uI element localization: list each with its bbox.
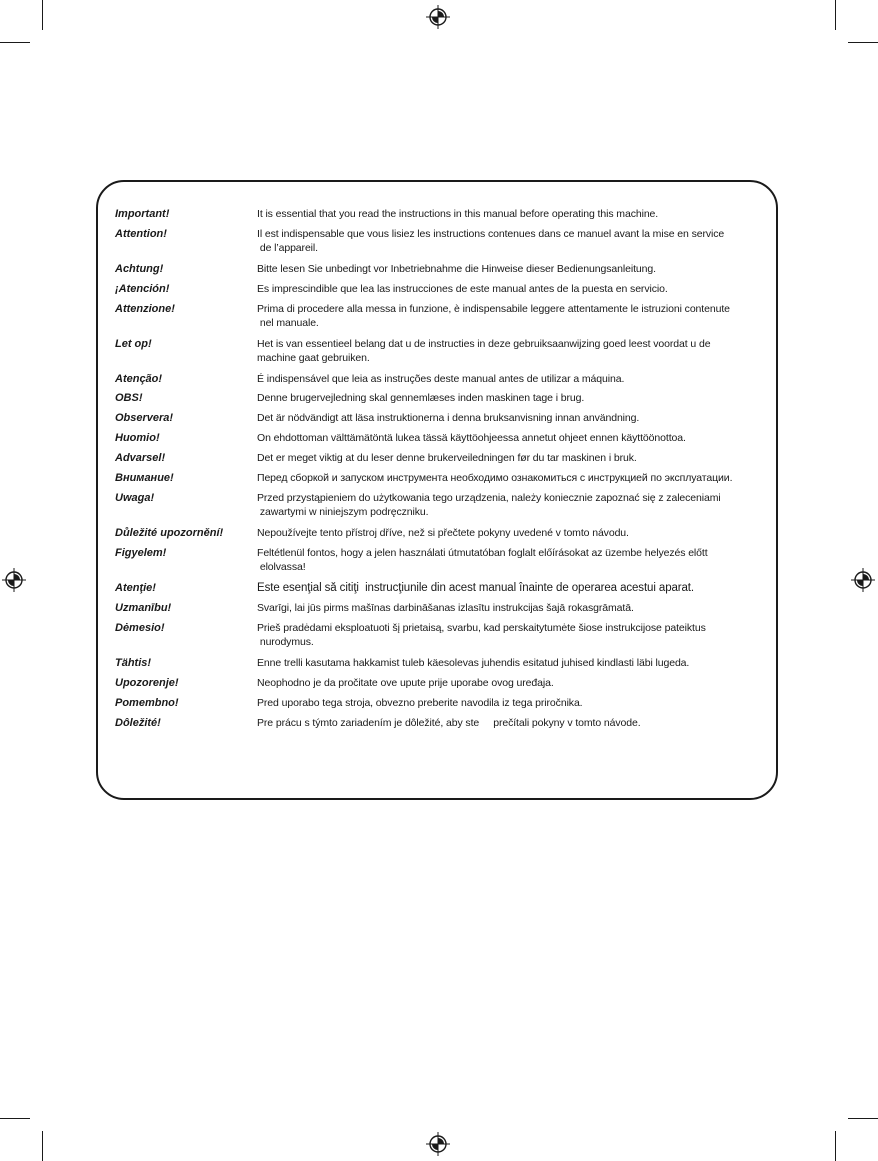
- warning-entry: [115, 302, 730, 330]
- warning-entry: [115, 716, 641, 730]
- warning-text: Het is van essentieel belang dat u de instructies in deze gebruiksaanwijzing goed leest voordat u de machine gaat gebruiken.: [257, 338, 711, 364]
- warning-entry: [115, 262, 656, 276]
- warning-entry: [115, 696, 583, 710]
- warning-entry: [115, 601, 634, 615]
- warning-label: Внимание!: [115, 472, 174, 484]
- warning-label: Upozorenje!: [115, 677, 179, 689]
- warning-text: Enne trelli kasutama hakkamist tuleb käesolevas juhendis esitatud juhised kindlasti läbi lugeda.: [257, 657, 690, 669]
- warning-entry: [115, 431, 686, 445]
- warning-text: Pre prácu s týmto zariadením je dôležité, aby ste prečítali pokyny v tomto návode.: [257, 717, 641, 729]
- crop-mark-bottom-right-v: [835, 1131, 836, 1161]
- crop-mark-top-right-v: [835, 0, 836, 30]
- warning-entry: [115, 581, 694, 595]
- warning-text: Feltétlenül fontos, hogy a jelen használati útmutatóban foglalt előírásokat az üzembe helyezés előtt elolvassa!: [257, 547, 708, 573]
- warning-text: Prieš pradėdami eksploatuoti šį prietaisą, svarbu, kad perskaitytumėte šiose instrukcijose pateiktus nurodymus.: [257, 622, 706, 648]
- warning-label: Dôležité!: [115, 717, 161, 729]
- warning-text: É indispensável que leia as instruções deste manual antes de utilizar a máquina.: [257, 373, 625, 385]
- warning-entry: [115, 391, 584, 405]
- warning-label: Observera!: [115, 412, 174, 424]
- crop-mark-top-right-h: [848, 42, 878, 43]
- crop-mark-top-left-h: [0, 42, 30, 43]
- warning-text: Перед сборкой и запуском инструмента необходимо ознакомиться с инструкцией по эксплуатации.: [257, 472, 733, 484]
- warning-text: Prima di procedere alla messa in funzione, è indispensabile leggere attentamente le istruzioni contenute nel manuale.: [257, 303, 730, 329]
- warning-text: It is essential that you read the instructions in this manual before operating this machine.: [257, 208, 659, 220]
- registration-mark-bottom-icon: [426, 1132, 450, 1156]
- warning-label: Atenţie!: [115, 582, 156, 594]
- warning-text: Il est indispensable que vous lisiez les instructions contenues dans ce manuel avant la mise en service de l’appareil.: [257, 228, 725, 254]
- crop-mark-top-left-v: [42, 0, 43, 30]
- crop-mark-bottom-left-h: [0, 1118, 30, 1119]
- warning-label: Důležité upozornění!: [115, 527, 224, 539]
- registration-mark-left-icon: [2, 568, 26, 592]
- warning-label: Uzmanību!: [115, 602, 172, 614]
- warning-entry: [115, 676, 554, 690]
- warning-label: OBS!: [115, 392, 143, 404]
- warning-entry: [115, 411, 639, 425]
- warning-entry: [115, 282, 668, 296]
- warning-text: Este esenţial să citiţi instrucţiunile din acest manual înainte de operarea acestui aparat.: [257, 582, 694, 594]
- crop-mark-bottom-left-v: [42, 1131, 43, 1161]
- warning-entry: [115, 491, 721, 519]
- warning-entry: [115, 656, 689, 670]
- warning-text: Przed przystąpieniem do użytkowania tego urządzenia, należy koniecznie zapoznać się z zaleceniami zawartymi w niniejszym podręczniku.: [257, 492, 721, 518]
- warning-entry: [115, 207, 658, 221]
- warning-label: Huomio!: [115, 432, 160, 444]
- warning-text: On ehdottoman välttämätöntä lukea tässä käyttöohjeessa annetut ohjeet ennen käyttöönottoa.: [257, 432, 686, 444]
- warning-entry: [115, 227, 724, 255]
- warning-label: Figyelem!: [115, 547, 167, 559]
- warning-text: Det är nödvändigt att läsa instruktionerna i denna bruksanvisning innan användning.: [257, 412, 640, 424]
- warning-label: Dėmesio!: [115, 622, 165, 634]
- warning-text: Bitte lesen Sie unbedingt vor Inbetriebnahme die Hinweise dieser Bedienungsanleitung.: [257, 263, 656, 275]
- warning-label: Let op!: [115, 338, 152, 350]
- warning-label: Achtung!: [115, 263, 164, 275]
- warning-text: Nepoužívejte tento přístroj dříve, než si přečtete pokyny uvedené v tomto návodu.: [257, 527, 629, 539]
- crop-mark-bottom-right-h: [848, 1118, 878, 1119]
- warning-label: Tähtis!: [115, 657, 152, 669]
- registration-mark-top-icon: [426, 5, 450, 29]
- warning-entry: [115, 546, 708, 574]
- warning-label: Attenzione!: [115, 303, 175, 315]
- warning-entry: [115, 372, 624, 386]
- warning-text: Neophodno je da pročitate ove upute prije uporabe ovog uređaja.: [257, 677, 554, 689]
- warning-entry: [115, 337, 710, 365]
- warning-text: Svarīgi, lai jūs pirms mašīnas darbināšanas izlasītu instrukcijas šajā rokasgrāmatā.: [257, 602, 634, 614]
- registration-mark-right-icon: [851, 568, 875, 592]
- warning-entry: [115, 451, 637, 465]
- warning-label: Uwaga!: [115, 492, 155, 504]
- warning-entry: [115, 526, 629, 540]
- warning-text: Pred uporabo tega stroja, obvezno preberite navodila iz tega priročnika.: [257, 697, 583, 709]
- warning-text: Es imprescindible que lea las instrucciones de este manual antes de la puesta en servicio.: [257, 283, 668, 295]
- warning-entry: [115, 471, 732, 485]
- warning-label: Atenção!: [115, 373, 163, 385]
- warning-label: Attention!: [115, 228, 167, 240]
- warning-text: Denne brugervejledning skal gennemlæses inden maskinen tage i brug.: [257, 392, 585, 404]
- warning-label: Important!: [115, 208, 170, 220]
- warning-label: Pomembno!: [115, 697, 179, 709]
- warning-text: Det er meget viktig at du leser denne brukerveiledningen før du tar maskinen i bruk.: [257, 452, 637, 464]
- warning-entry: [115, 621, 706, 649]
- warning-label: Advarsel!: [115, 452, 166, 464]
- warning-label: ¡Atención!: [115, 283, 170, 295]
